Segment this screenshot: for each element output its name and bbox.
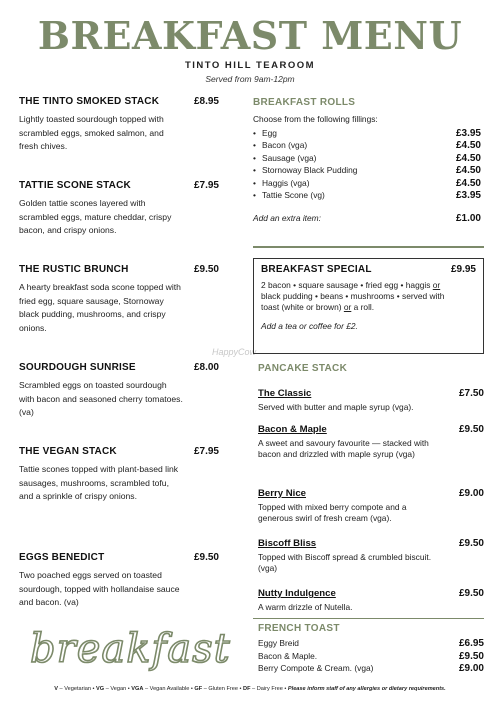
special-or: or (343, 302, 352, 313)
pancake-description: A warm drizzle of Nutella. (258, 602, 353, 612)
list-item (253, 178, 481, 190)
extra-item-label: Add an extra item: (253, 213, 321, 224)
special-title: BREAKFAST SPECIAL (261, 264, 372, 275)
list-item (253, 140, 481, 152)
list-item (253, 663, 484, 676)
rolls-list (253, 128, 481, 202)
pancake-description: Topped with mixed berry compote and a generous swirl of fresh cream (vga). (258, 502, 407, 524)
breakfast-rolls-section (253, 97, 481, 224)
roll-name: • Bacon (vga) (253, 140, 307, 150)
tearoom-name: TINTO HILL TEAROOM (184, 60, 316, 71)
legend-key: V (54, 686, 58, 692)
pancake-description: A sweet and savoury favourite — stacked with bacon and drizzled with maple syrup (vga) (258, 438, 429, 460)
ft-price: £9.00 (458, 663, 484, 675)
item-description: Lightly toasted sourdough topped with scrambled eggs, smoked salmon, and fresh chives. (19, 114, 164, 151)
pancake-price: £9.50 (458, 424, 484, 435)
special-desc-part: black pudding • beans • mushrooms • served with toast (white or brown) (261, 291, 445, 313)
roll-price: £3.95 (455, 128, 481, 139)
section-title: BREAKFAST ROLLS (253, 97, 356, 108)
roll-name: • Haggis (vga) (253, 178, 309, 188)
roll-name: • Tattie Scone (vg) (253, 190, 325, 200)
pancake-name: Nutty Indulgence (258, 588, 336, 599)
item-name: TATTIE SCONE STACK (19, 180, 131, 191)
special-addon: Add a tea or coffee for £2. (261, 320, 358, 331)
section-title: FRENCH TOAST (258, 623, 340, 634)
item-name: THE RUSTIC BRUNCH (19, 264, 129, 275)
ft-name: Eggy Breid (258, 638, 299, 648)
menu-item-rustic-brunch (19, 264, 219, 335)
legend-text: – Vegetarian • (58, 686, 97, 692)
special-or: or (432, 280, 441, 290)
pancake-price: £9.50 (458, 538, 484, 549)
roll-name: • Egg (253, 128, 277, 138)
legend-text: – Gluten Free • (202, 686, 244, 692)
legend-text: – Vegan Available • (143, 686, 195, 692)
roll-name: • Stornoway Black Pudding (253, 165, 357, 175)
item-name: THE TINTO SMOKED STACK (19, 96, 160, 107)
ft-price: £6.95 (458, 638, 484, 649)
roll-price: £4.50 (455, 177, 481, 189)
pancake-description: Topped with Biscoff spread & crumbled biscuit. (vga) (258, 552, 432, 574)
serving-hours: Served from 9am-12pm (205, 74, 295, 84)
pancake-name: Bacon & Maple (258, 424, 327, 435)
pancake-name: The Classic (258, 388, 312, 399)
item-price: £8.95 (193, 96, 219, 107)
pancake-item-nutty-indulgence (258, 584, 484, 613)
pancake-item-bacon-maple (258, 420, 484, 461)
roll-name: • Sausage (vga) (253, 153, 316, 163)
legend-text: – Vegan • (104, 686, 132, 692)
list-item (253, 128, 481, 140)
item-price: £8.00 (193, 362, 219, 373)
item-name: SOURDOUGH SUNRISE (19, 362, 136, 373)
rolls-intro: Choose from the following fillings: (253, 114, 378, 124)
french-toast-section (253, 618, 484, 676)
item-price: £7.95 (193, 446, 219, 457)
menu-item-tinto-smoked-stack (19, 96, 219, 154)
menu-item-tattie-scone-stack (19, 180, 219, 238)
breakfast-special-box (253, 258, 484, 354)
pancake-price: £9.50 (458, 588, 484, 599)
divider (253, 246, 484, 248)
item-description: A hearty breakfast soda scone topped with fried egg, square sausage, Stornoway black pudding, mushrooms, and crispy onions. (19, 282, 181, 333)
ft-name: Berry Compote & Cream. (vga) (258, 663, 374, 674)
special-desc-part: a roll. (351, 302, 375, 313)
item-price: £7.95 (193, 180, 219, 191)
legend-key: GF (194, 686, 203, 692)
dietary-legend-footer (0, 686, 500, 692)
item-price: £9.50 (193, 264, 219, 275)
pancake-item-classic (258, 384, 484, 413)
allergy-note: Please inform staff of any allergies or dietary requirements. (287, 686, 446, 692)
page-title: BREAKFAST MENU (37, 13, 463, 58)
legend-key: VGA (131, 686, 144, 692)
list-item (253, 165, 481, 177)
pancake-name: Berry Nice (258, 488, 306, 499)
roll-price: £4.50 (455, 140, 481, 152)
list-item (253, 190, 481, 202)
item-description: Scrambled eggs on toasted sourdough with bacon and seasoned cherry tomatoes. (va) (19, 380, 183, 417)
item-price: £9.50 (193, 552, 219, 563)
list-item (253, 651, 484, 664)
legend-text: – Dairy Free • (250, 686, 288, 692)
special-description (261, 280, 461, 314)
roll-price: £3.95 (455, 189, 481, 201)
item-description: Golden tattie scones layered with scrambled eggs, mature cheddar, crispy bacon, and crispy onions. (19, 198, 172, 235)
extra-item-price: £1.00 (455, 213, 481, 225)
pancake-item-berry-nice (258, 484, 484, 525)
roll-price: £4.50 (455, 165, 481, 177)
pancake-item-biscoff-bliss (258, 534, 484, 575)
list-item (253, 153, 481, 165)
section-title: PANCAKE STACK (258, 363, 348, 374)
roll-price: £4.50 (455, 152, 481, 164)
ft-price: £9.50 (458, 650, 484, 662)
pancake-name: Biscoff Bliss (258, 538, 317, 549)
breakfast-script-decoration (26, 618, 231, 674)
legend-key: VG (96, 686, 105, 692)
item-name: EGGS BENEDICT (19, 552, 105, 563)
menu-item-vegan-stack (19, 446, 219, 504)
pancake-price: £9.00 (458, 488, 484, 499)
pancake-price: £7.50 (458, 388, 484, 399)
watermark: HappyCow (212, 347, 257, 357)
item-name: THE VEGAN STACK (19, 446, 117, 457)
item-description: Tattie scones topped with plant-based link sausages, mushrooms, scrambled tofu, and a sprinkle of crispy onions. (19, 464, 179, 501)
item-description: Two poached eggs served on toasted sourdough, topped with hollandaise sauce and bacon. (va) (19, 570, 180, 607)
special-desc-part: 2 bacon • square sausage • fried egg • haggis (261, 280, 433, 290)
script-word: breakfast (30, 626, 231, 672)
list-item (253, 638, 484, 651)
legend-key: DF (243, 686, 251, 692)
menu-item-eggs-benedict (19, 544, 219, 610)
ft-name: Bacon & Maple. (258, 650, 318, 661)
menu-item-sourdough-sunrise (19, 362, 219, 420)
pancake-description: Served with butter and maple syrup (vga). (258, 402, 414, 412)
special-price: £9.95 (450, 264, 476, 275)
extra-item-row (253, 213, 481, 224)
